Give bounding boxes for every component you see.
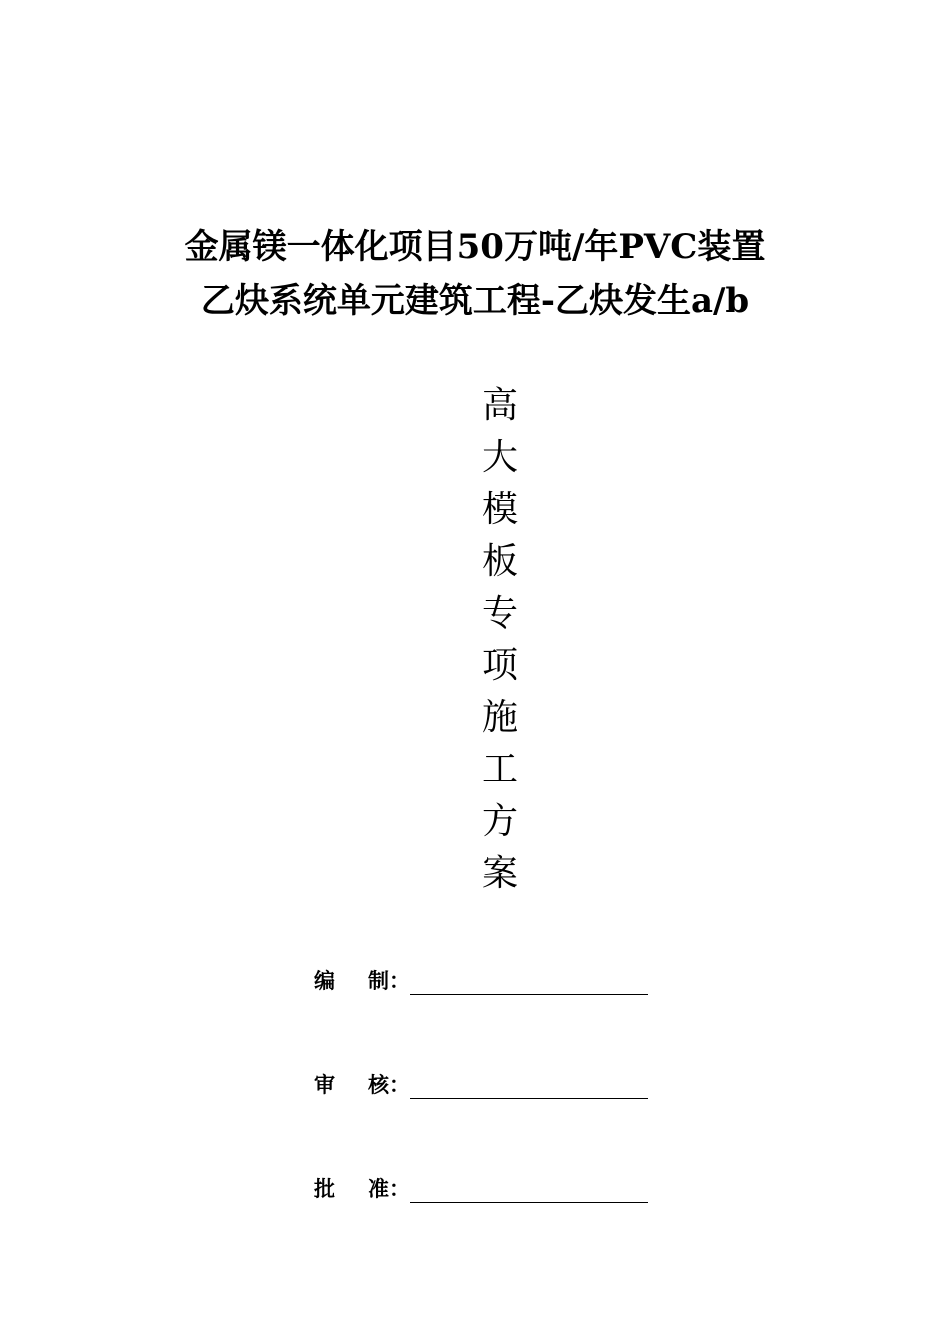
subtitle-char: 案 xyxy=(481,853,518,894)
vertical-subtitle xyxy=(455,380,545,900)
subtitle-char: 施 xyxy=(481,697,518,738)
subtitle-char: 模 xyxy=(481,489,518,530)
approve-row xyxy=(314,1163,648,1203)
subtitle-char: 专 xyxy=(481,593,518,634)
compile-label: 编 制 ： xyxy=(314,968,410,993)
title-line-2: 乙炔系统单元建筑工程-乙炔发生a/b xyxy=(200,281,750,321)
title-line-1: 金属镁一体化项目50万吨/年PVC装置 xyxy=(184,227,766,267)
compile-row xyxy=(314,955,648,995)
review-row xyxy=(314,1059,648,1099)
subtitle-char: 高 xyxy=(481,385,518,426)
review-signature-line[interactable] xyxy=(410,1070,648,1099)
subtitle-char: 板 xyxy=(481,541,518,582)
approve-label: 批 准 ： xyxy=(314,1176,410,1201)
approve-signature-line[interactable] xyxy=(410,1174,648,1203)
compile-signature-line[interactable] xyxy=(410,966,648,995)
subtitle-char: 工 xyxy=(481,749,518,790)
subtitle-char: 大 xyxy=(481,437,518,478)
review-label: 审 核 ： xyxy=(314,1072,410,1097)
subtitle-char: 方 xyxy=(481,801,518,842)
subtitle-char: 项 xyxy=(481,645,518,686)
document-title xyxy=(0,220,950,328)
